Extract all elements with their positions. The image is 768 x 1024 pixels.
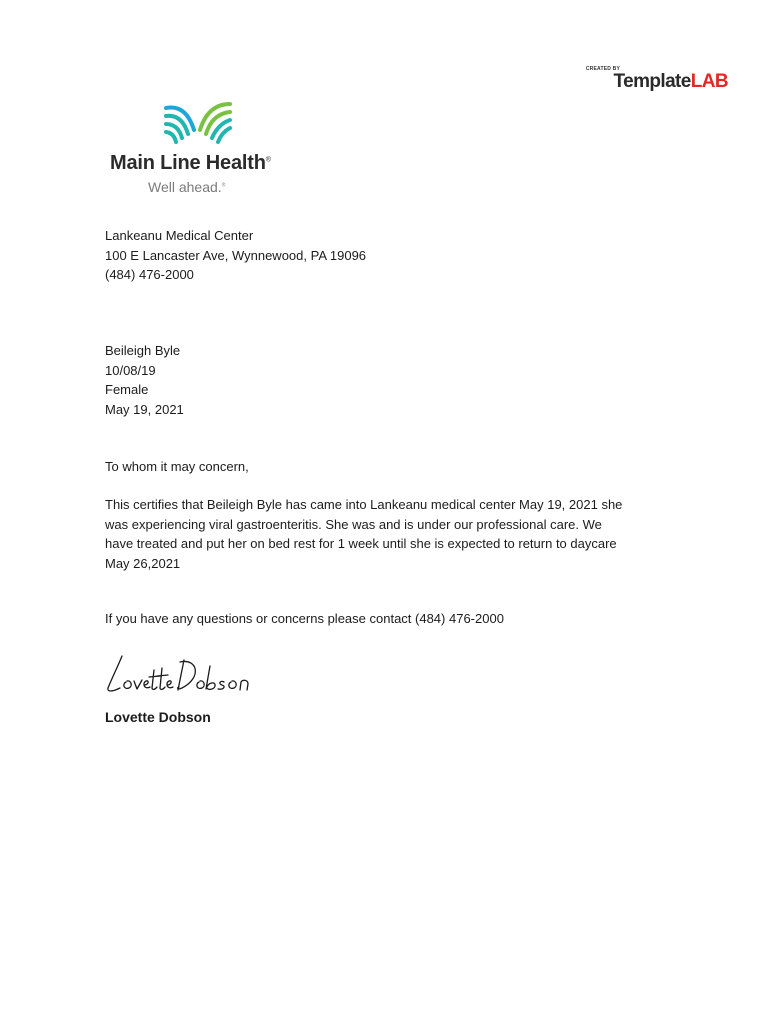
badge-name — [586, 72, 728, 92]
clinic-phone: (484) 476-2000 — [105, 267, 194, 282]
logo-tagline: Well ahead.® — [148, 179, 226, 195]
patient-info-block — [105, 341, 184, 419]
handwritten-signature — [102, 648, 252, 700]
badge-name-part1: Template — [613, 71, 691, 92]
signer-name: Lovette Dobson — [105, 709, 211, 725]
patient-name: Beileigh Byle — [105, 343, 181, 358]
letter-greeting: To whom it may concern, — [105, 459, 249, 474]
templatelab-badge — [586, 66, 728, 92]
patient-sex: Female — [105, 382, 149, 397]
clinic-address: 100 E Lancaster Ave, Wynnewood, PA 19096 — [105, 247, 367, 263]
rainbow-arcs-icon — [164, 100, 232, 146]
clinic-name: Lankeanu Medical Center — [105, 228, 254, 243]
letter-body: This certifies that Beileigh Byle has came into Lankeanu medical center May 19, 2021 she was experiencing viral gastroenteritis. She was and is under our professional care. We have treated and put her on bed rest for 1 week until she is expected to return to daycare May 26,2021 — [105, 497, 623, 571]
patient-dob: 10/08/19 — [105, 362, 156, 378]
badge-name-part2: LAB — [690, 71, 728, 92]
logo-name: Main Line Health® — [110, 152, 271, 174]
badge-created-by: CREATED BY — [585, 66, 620, 72]
letter-date: May 19, 2021 — [105, 401, 184, 417]
clinic-address-block — [105, 226, 366, 285]
contact-line: If you have any questions or concerns please contact (484) 476-2000 — [105, 611, 504, 626]
